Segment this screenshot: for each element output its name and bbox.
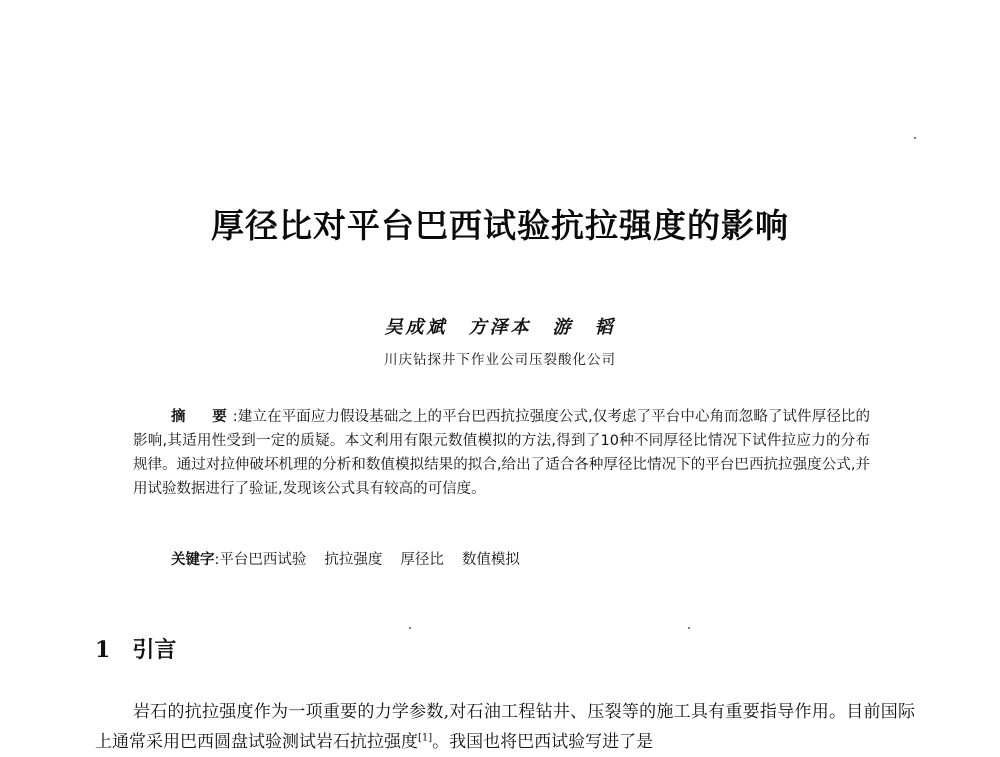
paper-title: 厚径比对平台巴西试验抗拉强度的影响 xyxy=(211,206,789,245)
abstract-text: 建立在平面应力假设基础之上的平台巴西抗拉强度公式,仅考虑了平台中心角而忽略了试件厚径比的影响,其适用性受到一定的质疑。本文利用有限元数值模拟的方法,得到了10种不同厚径比情况下试件拉应力的分布规律。通过对拉伸破坏机理的分析和数值模拟结果的拟合,给出了适合各种厚径比情况下的平台巴西抗拉强度公式,并用试验数据进行了验证,发现该公式具有较高的可信度。 xyxy=(133,409,871,497)
keyword-item: 厚径比 xyxy=(400,552,444,568)
abstract-paragraph xyxy=(133,405,870,501)
author-affiliation: 川庆钻探井下作业公司压裂酸化公司 xyxy=(384,352,616,368)
body-text-end: 。我国也将巴西试验写进了是 xyxy=(432,732,654,752)
keyword-item: 平台巴西试验 xyxy=(219,552,307,568)
section-title: 引言 xyxy=(132,638,177,663)
body-paragraph xyxy=(95,697,915,757)
scan-speck xyxy=(409,627,411,629)
scan-speck xyxy=(914,137,916,139)
abstract-label: 摘 要 xyxy=(171,409,233,425)
section-heading xyxy=(95,633,176,664)
keywords-line xyxy=(171,548,538,569)
author-list: 吴成斌 方泽本 游 韬 xyxy=(384,317,616,338)
section-number: 1 xyxy=(95,637,111,663)
abstract-separator: : xyxy=(232,409,238,425)
keyword-item: 数值模拟 xyxy=(461,552,520,568)
keywords-separator: : xyxy=(214,552,220,568)
keyword-item: 抗拉强度 xyxy=(324,552,383,568)
body-text-start: 岩石的抗拉强度作为一项重要的力学参数,对石油工程钻井、压裂等的施工具有重要指导作用。目前国际上通常采用巴西圆盘试验测试岩石抗拉强度 xyxy=(95,702,915,752)
scan-speck xyxy=(688,627,690,629)
citation-ref: [1] xyxy=(418,732,433,744)
keywords-label: 关键字 xyxy=(171,552,215,568)
